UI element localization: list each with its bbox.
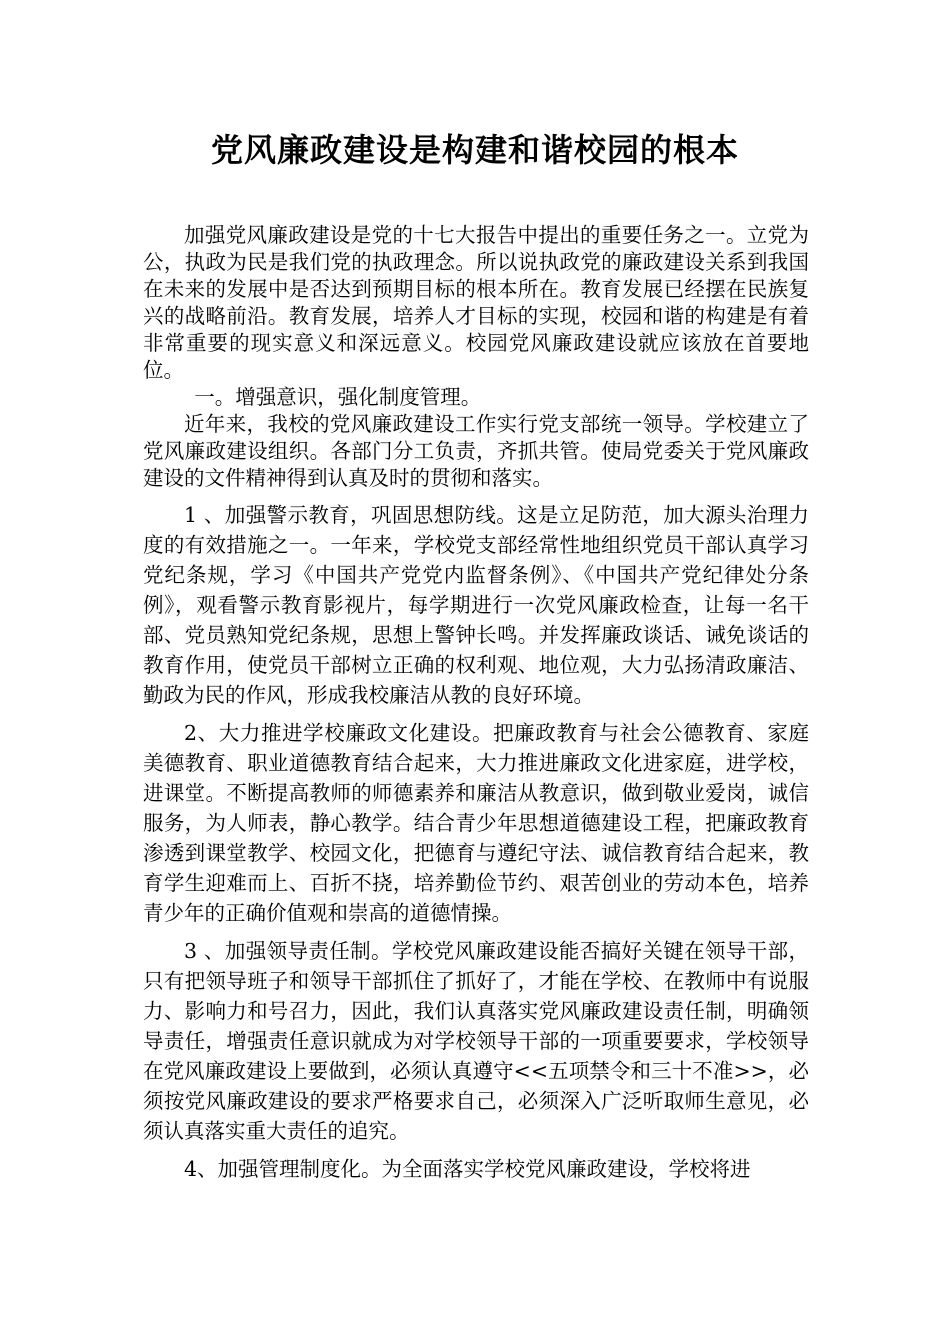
- document-title: 党风廉政建设是构建和谐校园的根本: [210, 131, 739, 169]
- paragraph-overview: 近年来，我校的党风廉政建设工作实行党支部统一领导。学校建立了党风廉政建设组织。各部门分工负责，齐抓共管。使局党委关于党风廉政建设的文件精神得到认真及时的贯彻和落实。: [143, 412, 809, 490]
- paragraph-item-2: 2、大力推进学校廉政文化建设。把廉政教育与社会公德教育、家庭美德教育、职业道德教育结合起来，大力推进廉政文化进家庭，进学校，进课堂。不断提高教师的师德素养和廉洁从教意识，做到敬业爱岗，诚信服务，为人师表，静心教学。结合青少年思想道德建设工程，把廉政教育渗透到课堂教学、校园文化，把德育与遵纪守法、诚信教育结合起来，教育学生迎难而上、百折不挠，培养勤俭节约、艰苦创业的劳动本色，培养青少年的正确价值观和崇高的道德情操。: [143, 721, 809, 925]
- paragraph-item-3: 3 、加强领导责任制。学校党风廉政建设能否搞好关键在领导干部，只有把领导班子和领导干部抓住了抓好了，才能在学校、在教师中有说服力、影响力和号召力，因此，我们认真落实党风廉政建设责任制，明确领导责任，增强责任意识就成为对学校领导干部的一项重要要求，学校领导在党风廉政建设上要做到，必须认真遵守<<五项禁令和三十不准>>，必须按党风廉政建设的要求严格要求自己，必须深入广泛听取师生意见，必须认真落实重大责任的追究。: [143, 939, 809, 1143]
- paragraph-item-4: 4、加强管理制度化。为全面落实学校党风廉政建设，学校将进: [184, 1157, 751, 1181]
- section-heading: 一。增强意识，强化制度管理。: [194, 385, 482, 409]
- document-body: [143, 222, 809, 1184]
- paragraph-intro: 加强党风廉政建设是党的十七大报告中提出的重要任务之一。立党为公，执政为民是我们党的执政理念。所以说执政党的廉政建设关系到我国在未来的发展中是否达到预期目标的根本所在。教育发展已经摆在民族复兴的战略前沿。教育发展，培养人才目标的实现，校园和谐的构建是有着非常重要的现实意义和深远意义。校园党风廉政建设就应该放在首要地位。: [143, 223, 809, 382]
- paragraph-item-1: 1 、加强警示教育，巩固思想防线。这是立足防范，加大源头治理力度的有效措施之一。一年来，学校党支部经常性地组织党员干部认真学习党纪条规，学习《中国共产党党内监督条例》、《中国共产党纪律处分条例》，观看警示教育影视片，每学期进行一次党风廉政检查，让每一名干部、党员熟知党纪条规，思想上警钟长鸣。并发挥廉政谈话、诫免谈话的教育作用，使党员干部树立正确的权利观、地位观，大力弘扬清政廉洁、勤政为民的作风，形成我校廉洁从教的良好环境。: [143, 503, 809, 707]
